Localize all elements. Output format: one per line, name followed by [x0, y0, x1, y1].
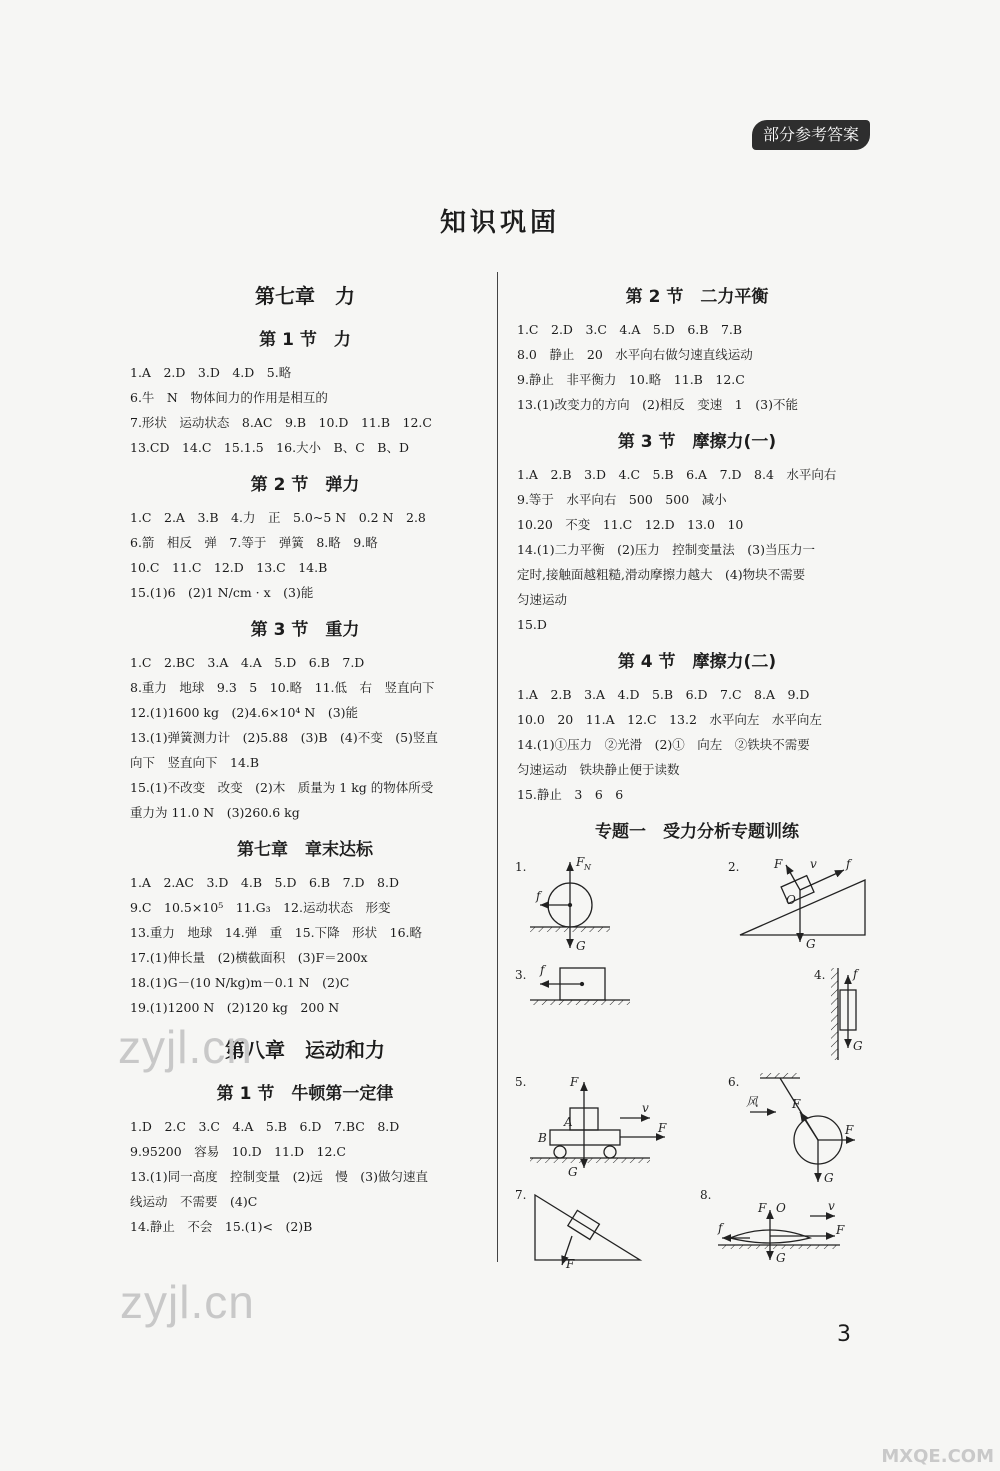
- answer-line: 13.(1)同一高度 控制变量 (2)远 慢 (3)做匀速直: [130, 1169, 428, 1184]
- answer-line: 17.(1)伸长量 (2)横截面积 (3)F＝200x: [130, 950, 368, 965]
- label-f: F: [774, 857, 783, 871]
- answer-line: 13.(1)改变力的方向 (2)相反 变速 1 (3)不能: [517, 397, 798, 412]
- answer-line: 1.A 2.B 3.D 4.C 5.B 6.A 7.D 8.4 水平向右: [517, 467, 837, 482]
- right-column: [517, 280, 877, 852]
- answer-line: 14.(1)①压力 ②光滑 (2)① 向左 ②铁块不需要: [517, 737, 810, 752]
- figure-1-ball: [530, 862, 610, 948]
- label-f2: F: [758, 1201, 767, 1215]
- label-g: G: [776, 1251, 786, 1265]
- answer-line: 6.牛 N 物体间力的作用是相互的: [130, 390, 328, 405]
- label-f: f: [718, 1221, 723, 1235]
- label-g: G: [806, 937, 816, 951]
- force-diagram-grid: [510, 850, 880, 1270]
- answer-block: [130, 505, 480, 605]
- answer-line: 线运动 不需要 (4)C: [130, 1194, 258, 1209]
- answer-line: 1.A 2.D 3.D 4.D 5.略: [130, 365, 292, 380]
- section-title: 第七章 章末达标: [237, 840, 373, 860]
- answer-line: 匀速运动 铁块静止便于读数: [517, 762, 680, 777]
- answer-line: 1.C 2.A 3.B 4.力 正 5.0~5 N 0.2 N 2.8: [130, 510, 426, 525]
- section-title: 第 2 节 弹力: [250, 475, 360, 495]
- label-f1: F: [836, 1223, 845, 1237]
- figure-number: 8.: [700, 1188, 712, 1202]
- label-f: f: [846, 857, 851, 871]
- left-column: [130, 280, 480, 1239]
- answer-line: 重力为 11.0 N (3)260.6 kg: [130, 805, 300, 820]
- label-v: v: [810, 857, 817, 871]
- figure-5-cart: [530, 1082, 665, 1168]
- answer-line: 6.箭 相反 弹 7.等于 弹簧 8.略 9.略: [130, 535, 378, 550]
- section-title: 第 1 节 牛顿第一定律: [216, 1084, 394, 1104]
- answer-block: [130, 360, 480, 460]
- answer-line: 14.(1)二力平衡 (2)压力 控制变量法 (3)当压力一: [517, 542, 815, 557]
- section-badge: 部分参考答案: [752, 120, 870, 150]
- figure-7-incline: [535, 1195, 640, 1265]
- label-wind: 风: [746, 1095, 759, 1109]
- figure-2-incline: [740, 865, 865, 942]
- answer-line: 定时,接触面越粗糙,滑动摩擦力越大 (4)物块不需要: [517, 567, 806, 582]
- answer-line: 9.95200 容易 10.D 11.D 12.C: [130, 1144, 346, 1159]
- section-title: 第 2 节 二力平衡: [625, 287, 769, 307]
- label-g: G: [568, 1165, 578, 1179]
- answer-line: 匀速运动: [517, 592, 568, 607]
- page-number: 3: [837, 1322, 851, 1347]
- label-b: B: [538, 1131, 547, 1145]
- answer-line: 9.等于 水平向右 500 500 减小: [517, 492, 727, 507]
- figure-6-hanging-ball: [750, 1073, 855, 1182]
- answer-line: 12.(1)1600 kg (2)4.6×10⁴ N (3)能: [130, 705, 359, 720]
- answer-line: 1.A 2.AC 3.D 4.B 5.D 6.B 7.D 8.D: [130, 875, 399, 890]
- figure-number: 2.: [728, 860, 740, 874]
- answer-line: 15.(1)6 (2)1 N/cm · x (3)能: [130, 585, 314, 600]
- answer-block: [130, 650, 480, 825]
- answer-line: 10.0 20 11.A 12.C 13.2 水平向左 水平向左: [517, 712, 822, 727]
- label-f: F: [658, 1121, 667, 1135]
- answer-line: 9.C 10.5×10⁵ 11.G₃ 12.运动状态 形变: [130, 900, 391, 915]
- label-fn: F: [576, 855, 585, 869]
- answer-line: 8.0 静止 20 水平向右做匀速直线运动: [517, 347, 753, 362]
- answer-line: 10.20 不变 11.C 12.D 13.0 10: [517, 517, 744, 532]
- answer-line: 10.C 11.C 12.D 13.C 14.B: [130, 560, 328, 575]
- figure-3-block: [530, 968, 630, 1005]
- answer-line: 1.D 2.C 3.C 4.A 5.B 6.D 7.BC 8.D: [130, 1119, 400, 1134]
- figure-number: 6.: [728, 1075, 740, 1089]
- answer-line: 14.静止 不会 15.(1)< (2)B: [130, 1219, 313, 1234]
- answer-block: [517, 317, 877, 417]
- figure-number: 5.: [515, 1075, 527, 1089]
- figure-number: 4.: [814, 968, 826, 982]
- label-f: F: [570, 1075, 579, 1089]
- label-f: f: [540, 963, 545, 977]
- answer-line: 15.静止 3 6 6: [517, 787, 624, 802]
- label-f1: F: [792, 1097, 801, 1111]
- chapter-7-title: 第七章 力: [255, 284, 355, 308]
- answer-block: [130, 870, 480, 1020]
- section-title: 第 1 节 力: [259, 330, 351, 350]
- column-divider: [497, 272, 498, 1262]
- label-o: O: [786, 893, 796, 907]
- label-f: f: [536, 889, 541, 903]
- label-f: f: [853, 967, 858, 981]
- answer-line: 1.A 2.B 3.A 4.D 5.B 6.D 7.C 8.A 9.D: [517, 687, 810, 702]
- answer-line: 19.(1)1200 N (2)120 kg 200 N: [130, 1000, 340, 1015]
- answer-line: 8.重力 地球 9.3 5 10.略 11.低 右 竖直向下: [130, 680, 435, 695]
- answer-line: 18.(1)G－(10 N/kg)m－0.1 N (2)C: [130, 975, 350, 990]
- label-g: G: [824, 1171, 834, 1185]
- figure-number: 3.: [515, 968, 527, 982]
- label-g: G: [853, 1039, 863, 1053]
- figure-number: 7.: [515, 1188, 527, 1202]
- answer-line: 9.静止 非平衡力 10.略 11.B 12.C: [517, 372, 745, 387]
- chapter-8-title: 第八章 运动和力: [225, 1038, 385, 1062]
- answer-line: 15.(1)不改变 改变 (2)木 质量为 1 kg 的物体所受: [130, 780, 434, 795]
- answer-line: 15.D: [517, 617, 547, 632]
- answer-line: 13.CD 14.C 15.1.5 16.大小 B、C B、D: [130, 440, 410, 455]
- section-title: 专题一 受力分析专题训练: [595, 822, 799, 842]
- watermark: zyjl.cn: [120, 1276, 255, 1328]
- answer-line: 1.C 2.BC 3.A 4.A 5.D 6.B 7.D: [130, 655, 365, 670]
- answer-line: 7.形状 运动状态 8.AC 9.B 10.D 11.B 12.C: [130, 415, 432, 430]
- section-title: 第 4 节 摩擦力(二): [617, 652, 777, 672]
- watermark: zyjl.cn: [118, 1021, 253, 1073]
- answer-block: [517, 462, 877, 637]
- label-a: A: [564, 1115, 573, 1129]
- watermark: MXQE.COM: [881, 1446, 994, 1467]
- label-v: v: [828, 1199, 835, 1213]
- answer-line: 1.C 2.D 3.C 4.A 5.D 6.B 7.B: [517, 322, 743, 337]
- label-f: F: [566, 1257, 575, 1270]
- answer-line: 13.(1)弹簧测力计 (2)5.88 (3)B (4)不变 (5)竖直: [130, 730, 438, 745]
- answer-block: [130, 1114, 480, 1239]
- section-title: 第 3 节 摩擦力(一): [617, 432, 777, 452]
- label-v: v: [642, 1101, 649, 1115]
- answer-line: 向下 竖直向下 14.B: [130, 755, 260, 770]
- label-o: O: [776, 1201, 786, 1215]
- page-title: 知识巩固: [439, 208, 560, 238]
- figure-number: 1.: [515, 860, 527, 874]
- label-g: G: [576, 939, 586, 953]
- answer-line: 13.重力 地球 14.弹 重 15.下降 形状 16.略: [130, 925, 423, 940]
- label-f2: F: [845, 1123, 854, 1137]
- force-diagrams: [510, 850, 880, 1270]
- label-fn-sub: N: [584, 863, 591, 872]
- section-title: 第 3 节 重力: [250, 620, 360, 640]
- answer-block: [517, 682, 877, 807]
